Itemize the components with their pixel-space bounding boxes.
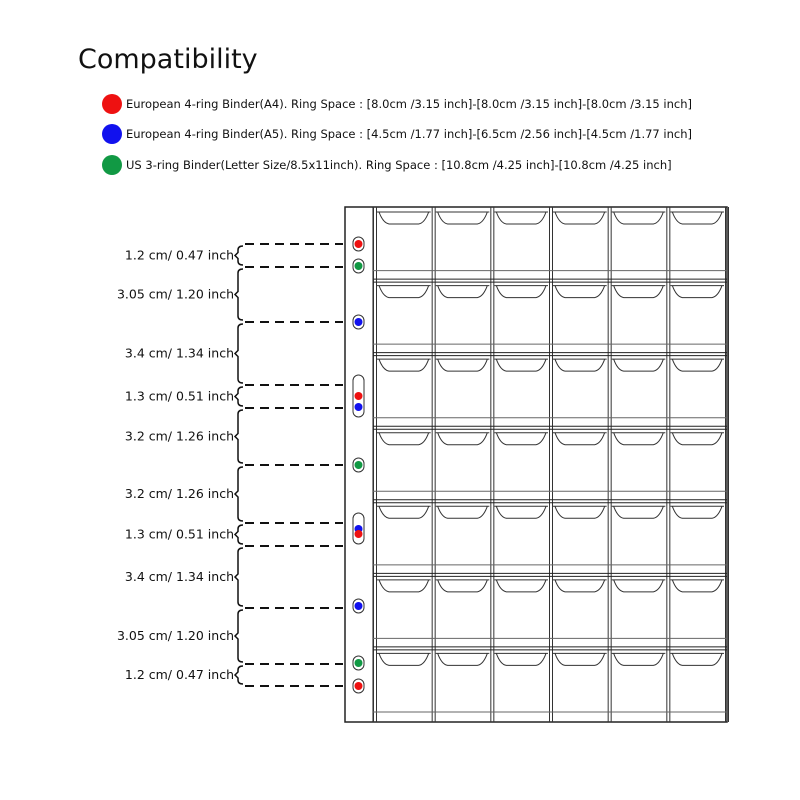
ring-dot-icon: [355, 659, 363, 667]
brace: [235, 548, 243, 606]
ring-dot-icon: [355, 682, 363, 690]
ring-dot-icon: [355, 392, 363, 400]
spacing-label: 3.05 cm/ 1.20 inch: [116, 628, 234, 643]
brace: [235, 269, 243, 320]
spacing-label: 3.2 cm/ 1.26 inch: [124, 486, 234, 501]
brace: [235, 666, 243, 684]
ring-dot-icon: [355, 461, 363, 469]
spacing-label: 1.2 cm/ 0.47 inch: [124, 667, 234, 682]
spacing-label: 1.2 cm/ 0.47 inch: [124, 247, 234, 263]
brace: [235, 467, 243, 521]
spacing-label: 3.4 cm/ 1.34 inch: [124, 345, 234, 361]
legend-us-text: US 3-ring Binder(Letter Size/8.5x11inch). Ring Space : [10.8cm /4.25 inch]-[10.8cm /4.25 inch]: [126, 158, 672, 172]
brace: [235, 324, 243, 383]
brace: [235, 610, 243, 662]
legend-a5-text: European 4-ring Binder(A5). Ring Space : [4.5cm /1.77 inch]-[6.5cm /2.56 inch]-[4.5cm /1.77 inch]: [126, 127, 692, 141]
ring-dot-icon: [355, 318, 363, 326]
legend-a4-text: European 4-ring Binder(A4). Ring Space : [8.0cm /3.15 inch]-[8.0cm /3.15 inch]-[8.0cm /3.15 inch]: [126, 97, 692, 111]
brace: [235, 387, 243, 406]
ring-dot-icon: [355, 530, 363, 538]
brace: [235, 246, 243, 265]
ring-dot-icon: [355, 262, 363, 270]
spacing-label: 3.05 cm/ 1.20 inch: [116, 286, 234, 302]
brace: [235, 525, 243, 544]
ring-dot-icon: [355, 240, 363, 248]
brace: [235, 410, 243, 463]
spacing-label: 1.3 cm/ 0.51 inch: [124, 388, 234, 404]
page-title: Compatibility: [78, 44, 258, 75]
spacing-label: 3.2 cm/ 1.26 inch: [124, 428, 234, 444]
ring-dot-icon: [355, 602, 363, 610]
spacing-label: 3.4 cm/ 1.34 inch: [124, 569, 234, 584]
ring-dot-icon: [355, 403, 363, 411]
spacing-label: 1.3 cm/ 0.51 inch: [124, 526, 234, 542]
